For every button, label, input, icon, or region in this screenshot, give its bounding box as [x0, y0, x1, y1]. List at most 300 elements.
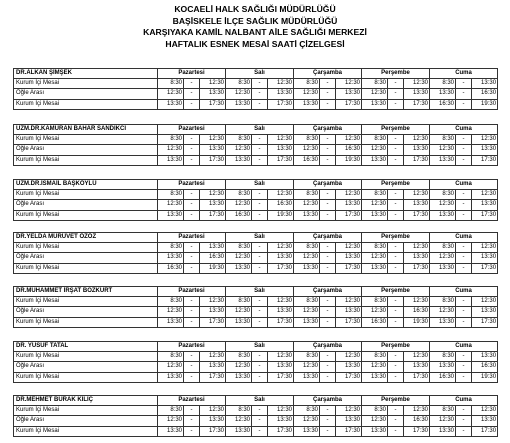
end-time: 13:30 — [472, 200, 498, 210]
start-time: 12:30 — [226, 362, 252, 372]
end-time: 12:30 — [336, 297, 362, 307]
end-time: 17:30 — [268, 317, 294, 327]
time-separator: - — [184, 317, 200, 327]
time-separator: - — [320, 297, 336, 307]
time-separator: - — [184, 307, 200, 317]
start-time: 12:30 — [294, 145, 320, 155]
time-separator: - — [388, 352, 404, 362]
day-header: Perşembe — [362, 342, 430, 352]
end-time: 17:30 — [336, 210, 362, 220]
title-line-1: KOCAELİ HALK SAĞLIĞI MÜDÜRLÜĞÜ — [174, 4, 336, 14]
day-header: Perşembe — [362, 233, 430, 243]
time-separator: - — [252, 145, 268, 155]
day-header: Pazartesi — [158, 125, 226, 135]
table-row — [14, 200, 498, 210]
end-time: 17:30 — [200, 155, 226, 165]
row-label: Kurum İçi Mesai — [14, 135, 158, 145]
day-header: Cuma — [430, 233, 498, 243]
time-separator: - — [456, 253, 472, 263]
time-separator: - — [184, 297, 200, 307]
time-separator: - — [456, 190, 472, 200]
row-label: Öğle Arası — [14, 145, 158, 155]
start-time: 13:30 — [226, 99, 252, 109]
start-time: 13:30 — [294, 372, 320, 382]
end-time: 12:30 — [404, 352, 430, 362]
day-header: Salı — [226, 180, 294, 190]
end-time: 16:30 — [472, 362, 498, 372]
table-row — [14, 372, 498, 382]
day-header: Perşembe — [362, 396, 430, 406]
end-time: 17:30 — [404, 155, 430, 165]
end-time: 19:30 — [472, 372, 498, 382]
end-time: 12:30 — [336, 79, 362, 89]
table-row — [14, 89, 498, 99]
start-time: 12:30 — [158, 145, 184, 155]
start-time: 8:30 — [226, 297, 252, 307]
day-header: Salı — [226, 69, 294, 79]
row-label: Kurum İçi Mesai — [14, 317, 158, 327]
day-header: Perşembe — [362, 287, 430, 297]
end-time: 13:30 — [268, 253, 294, 263]
time-separator: - — [388, 372, 404, 382]
start-time: 12:30 — [362, 362, 388, 372]
time-separator: - — [388, 416, 404, 426]
time-separator: - — [252, 406, 268, 416]
start-time: 16:30 — [226, 210, 252, 220]
start-time: 13:30 — [158, 372, 184, 382]
time-separator: - — [184, 263, 200, 273]
start-time: 13:30 — [430, 317, 456, 327]
start-time: 13:30 — [294, 210, 320, 220]
start-time: 8:30 — [294, 352, 320, 362]
start-time: 12:30 — [294, 89, 320, 99]
day-header: Cuma — [430, 180, 498, 190]
end-time: 17:30 — [268, 372, 294, 382]
start-time: 13:30 — [430, 426, 456, 436]
time-separator: - — [456, 307, 472, 317]
time-separator: - — [456, 243, 472, 253]
start-time: 12:30 — [158, 416, 184, 426]
doctor-name: DR.MUHAMMET İRŞAT BOZKURT — [14, 287, 158, 297]
end-time: 13:30 — [200, 89, 226, 99]
end-time: 12:30 — [268, 297, 294, 307]
schedule-table — [13, 68, 498, 110]
day-header: Perşembe — [362, 180, 430, 190]
start-time: 13:30 — [226, 155, 252, 165]
end-time: 12:30 — [268, 135, 294, 145]
start-time: 13:30 — [430, 362, 456, 372]
time-separator: - — [184, 210, 200, 220]
end-time: 19:30 — [472, 99, 498, 109]
time-separator: - — [184, 416, 200, 426]
end-time: 13:30 — [200, 145, 226, 155]
end-time: 17:30 — [200, 317, 226, 327]
start-time: 13:30 — [362, 372, 388, 382]
start-time: 12:30 — [158, 307, 184, 317]
end-time: 17:30 — [200, 372, 226, 382]
time-separator: - — [184, 406, 200, 416]
end-time: 12:30 — [472, 190, 498, 200]
end-time: 13:30 — [200, 416, 226, 426]
end-time: 13:30 — [336, 89, 362, 99]
time-separator: - — [252, 99, 268, 109]
time-separator: - — [320, 210, 336, 220]
time-separator: - — [388, 79, 404, 89]
time-separator: - — [456, 145, 472, 155]
end-time: 17:30 — [472, 210, 498, 220]
start-time: 8:30 — [294, 135, 320, 145]
start-time: 12:30 — [362, 89, 388, 99]
day-header: Çarşamba — [294, 287, 362, 297]
time-separator: - — [320, 200, 336, 210]
start-time: 12:30 — [362, 253, 388, 263]
start-time: 8:30 — [226, 79, 252, 89]
doctor-name: DR.ALKAN ŞİMŞEK — [14, 69, 158, 79]
time-separator: - — [252, 426, 268, 436]
time-separator: - — [456, 352, 472, 362]
title-line-3: KARŞIYAKA KAMİL NALBANT AİLE SAĞLIĞI MERKEZİ — [143, 27, 367, 38]
row-label: Öğle Arası — [14, 307, 158, 317]
time-separator: - — [456, 362, 472, 372]
doctor-name: DR.MEHMET BURAK KILIÇ — [14, 396, 158, 406]
table-header-row — [14, 125, 498, 135]
start-time: 8:30 — [430, 190, 456, 200]
time-separator: - — [252, 416, 268, 426]
time-separator: - — [320, 263, 336, 273]
start-time: 8:30 — [294, 406, 320, 416]
end-time: 12:30 — [404, 135, 430, 145]
start-time: 8:30 — [226, 135, 252, 145]
table-row — [14, 253, 498, 263]
time-separator: - — [184, 372, 200, 382]
day-header: Salı — [226, 233, 294, 243]
end-time: 13:30 — [268, 89, 294, 99]
end-time: 17:30 — [404, 372, 430, 382]
time-separator: - — [320, 89, 336, 99]
start-time: 13:30 — [158, 155, 184, 165]
end-time: 12:30 — [472, 135, 498, 145]
end-time: 17:30 — [472, 155, 498, 165]
end-time: 17:30 — [268, 426, 294, 436]
time-separator: - — [320, 243, 336, 253]
start-time: 13:30 — [430, 210, 456, 220]
end-time: 13:30 — [200, 200, 226, 210]
time-separator: - — [456, 79, 472, 89]
time-separator: - — [252, 317, 268, 327]
start-time: 8:30 — [158, 135, 184, 145]
start-time: 12:30 — [158, 362, 184, 372]
table-header-row — [14, 287, 498, 297]
time-separator: - — [252, 89, 268, 99]
schedule-table — [13, 232, 498, 274]
time-separator: - — [388, 145, 404, 155]
start-time: 8:30 — [362, 297, 388, 307]
time-separator: - — [388, 190, 404, 200]
end-time: 12:30 — [404, 79, 430, 89]
time-separator: - — [388, 406, 404, 416]
table-row — [14, 155, 498, 165]
title-line-2: BAŞİSKELE İLÇE SAĞLIK MÜDÜRLÜĞÜ — [172, 15, 338, 26]
end-time: 13:30 — [336, 200, 362, 210]
end-time: 13:30 — [200, 307, 226, 317]
day-header: Perşembe — [362, 125, 430, 135]
end-time: 12:30 — [472, 243, 498, 253]
end-time: 12:30 — [472, 297, 498, 307]
start-time: 8:30 — [226, 243, 252, 253]
end-time: 19:30 — [404, 317, 430, 327]
start-time: 12:30 — [158, 200, 184, 210]
end-time: 17:30 — [472, 263, 498, 273]
time-separator: - — [252, 135, 268, 145]
time-separator: - — [388, 200, 404, 210]
end-time: 13:30 — [336, 362, 362, 372]
row-label: Kurum İçi Mesai — [14, 263, 158, 273]
end-time: 17:30 — [404, 99, 430, 109]
time-separator: - — [320, 135, 336, 145]
end-time: 17:30 — [268, 263, 294, 273]
end-time: 12:30 — [336, 406, 362, 416]
end-time: 12:30 — [336, 135, 362, 145]
start-time: 13:30 — [158, 99, 184, 109]
end-time: 19:30 — [336, 155, 362, 165]
end-time: 16:30 — [472, 89, 498, 99]
time-separator: - — [388, 297, 404, 307]
row-label: Öğle Arası — [14, 89, 158, 99]
time-separator: - — [320, 190, 336, 200]
row-label: Kurum İçi Mesai — [14, 155, 158, 165]
end-time: 13:30 — [336, 253, 362, 263]
end-time: 12:30 — [404, 190, 430, 200]
row-label: Kurum İçi Mesai — [14, 406, 158, 416]
end-time: 17:30 — [336, 426, 362, 436]
row-label: Kurum İçi Mesai — [14, 372, 158, 382]
start-time: 16:30 — [294, 155, 320, 165]
day-header: Çarşamba — [294, 180, 362, 190]
time-separator: - — [252, 307, 268, 317]
end-time: 13:30 — [404, 145, 430, 155]
start-time: 12:30 — [226, 307, 252, 317]
end-time: 17:30 — [200, 426, 226, 436]
end-time: 12:30 — [268, 243, 294, 253]
row-label: Öğle Arası — [14, 362, 158, 372]
start-time: 8:30 — [158, 352, 184, 362]
day-header: Pazartesi — [158, 180, 226, 190]
start-time: 13:30 — [430, 263, 456, 273]
start-time: 13:30 — [362, 155, 388, 165]
time-separator: - — [184, 135, 200, 145]
time-separator: - — [388, 362, 404, 372]
end-time: 12:30 — [200, 79, 226, 89]
doctor-name: DR. YUSUF TATAL — [14, 342, 158, 352]
end-time: 17:30 — [336, 263, 362, 273]
start-time: 13:30 — [362, 263, 388, 273]
table-row — [14, 145, 498, 155]
time-separator: - — [184, 155, 200, 165]
start-time: 13:30 — [226, 317, 252, 327]
row-label: Kurum İçi Mesai — [14, 352, 158, 362]
end-time: 17:30 — [336, 372, 362, 382]
start-time: 8:30 — [362, 190, 388, 200]
end-time: 17:30 — [404, 263, 430, 273]
table-row — [14, 426, 498, 436]
time-separator: - — [456, 317, 472, 327]
day-header: Perşembe — [362, 69, 430, 79]
time-separator: - — [456, 155, 472, 165]
start-time: 8:30 — [430, 406, 456, 416]
time-separator: - — [252, 190, 268, 200]
time-separator: - — [388, 426, 404, 436]
end-time: 12:30 — [336, 190, 362, 200]
start-time: 12:30 — [430, 307, 456, 317]
row-label: Kurum İçi Mesai — [14, 297, 158, 307]
end-time: 16:30 — [404, 307, 430, 317]
end-time: 13:30 — [472, 307, 498, 317]
time-separator: - — [252, 200, 268, 210]
end-time: 13:30 — [404, 362, 430, 372]
end-time: 13:30 — [404, 200, 430, 210]
start-time: 13:30 — [362, 210, 388, 220]
start-time: 16:30 — [430, 372, 456, 382]
time-separator: - — [320, 362, 336, 372]
schedule-table — [13, 124, 498, 166]
time-separator: - — [252, 155, 268, 165]
end-time: 13:30 — [200, 243, 226, 253]
end-time: 12:30 — [200, 190, 226, 200]
end-time: 13:30 — [472, 253, 498, 263]
end-time: 12:30 — [336, 352, 362, 362]
row-label: Kurum İçi Mesai — [14, 190, 158, 200]
start-time: 8:30 — [430, 352, 456, 362]
schedule-table — [13, 341, 498, 383]
end-time: 12:30 — [336, 243, 362, 253]
time-separator: - — [252, 79, 268, 89]
doctor-name: UZM.DR.KAMURAN BAHAR SANDIKCI — [14, 125, 158, 135]
start-time: 13:30 — [158, 210, 184, 220]
end-time: 12:30 — [200, 135, 226, 145]
end-time: 16:30 — [268, 200, 294, 210]
start-time: 12:30 — [294, 362, 320, 372]
start-time: 13:30 — [430, 89, 456, 99]
table-row — [14, 307, 498, 317]
end-time: 13:30 — [268, 145, 294, 155]
time-separator: - — [184, 253, 200, 263]
start-time: 12:30 — [226, 145, 252, 155]
end-time: 13:30 — [472, 416, 498, 426]
start-time: 13:30 — [158, 426, 184, 436]
start-time: 8:30 — [430, 243, 456, 253]
start-time: 13:30 — [362, 99, 388, 109]
end-time: 13:30 — [472, 145, 498, 155]
time-separator: - — [184, 89, 200, 99]
start-time: 12:30 — [430, 145, 456, 155]
end-time: 12:30 — [200, 406, 226, 416]
start-time: 8:30 — [158, 406, 184, 416]
time-separator: - — [320, 307, 336, 317]
time-separator: - — [320, 79, 336, 89]
end-time: 12:30 — [404, 297, 430, 307]
end-time: 13:30 — [404, 89, 430, 99]
time-separator: - — [388, 317, 404, 327]
start-time: 8:30 — [294, 243, 320, 253]
end-time: 17:30 — [472, 426, 498, 436]
end-time: 12:30 — [268, 190, 294, 200]
start-time: 13:30 — [226, 426, 252, 436]
time-separator: - — [252, 297, 268, 307]
end-time: 13:30 — [472, 79, 498, 89]
table-header-row — [14, 396, 498, 406]
day-header: Salı — [226, 287, 294, 297]
table-row — [14, 263, 498, 273]
end-time: 17:30 — [200, 210, 226, 220]
start-time: 8:30 — [158, 190, 184, 200]
row-label: Kurum İçi Mesai — [14, 99, 158, 109]
start-time: 8:30 — [294, 297, 320, 307]
day-header: Pazartesi — [158, 342, 226, 352]
time-separator: - — [184, 200, 200, 210]
time-separator: - — [184, 362, 200, 372]
time-separator: - — [456, 297, 472, 307]
day-header: Çarşamba — [294, 342, 362, 352]
table-row — [14, 362, 498, 372]
table-row — [14, 352, 498, 362]
time-separator: - — [388, 210, 404, 220]
row-label: Kurum İçi Mesai — [14, 210, 158, 220]
start-time: 8:30 — [362, 79, 388, 89]
end-time: 17:30 — [268, 99, 294, 109]
time-separator: - — [252, 362, 268, 372]
time-separator: - — [456, 406, 472, 416]
time-separator: - — [252, 352, 268, 362]
time-separator: - — [388, 243, 404, 253]
document-header — [0, 0, 510, 50]
end-time: 19:30 — [200, 263, 226, 273]
table-header-row — [14, 69, 498, 79]
day-header: Pazartesi — [158, 287, 226, 297]
schedule-table — [13, 395, 498, 437]
start-time: 8:30 — [362, 243, 388, 253]
time-separator: - — [320, 426, 336, 436]
time-separator: - — [388, 307, 404, 317]
start-time: 13:30 — [158, 317, 184, 327]
end-time: 13:30 — [404, 253, 430, 263]
end-time: 16:30 — [336, 145, 362, 155]
time-separator: - — [456, 135, 472, 145]
time-separator: - — [184, 145, 200, 155]
day-header: Cuma — [430, 287, 498, 297]
start-time: 12:30 — [430, 416, 456, 426]
start-time: 8:30 — [226, 352, 252, 362]
end-time: 17:30 — [200, 99, 226, 109]
row-label: Öğle Arası — [14, 200, 158, 210]
end-time: 13:30 — [268, 362, 294, 372]
time-separator: - — [456, 89, 472, 99]
table-row — [14, 317, 498, 327]
end-time: 19:30 — [268, 210, 294, 220]
day-header: Cuma — [430, 125, 498, 135]
start-time: 13:30 — [294, 99, 320, 109]
time-separator: - — [320, 99, 336, 109]
time-separator: - — [320, 253, 336, 263]
time-separator: - — [456, 210, 472, 220]
end-time: 17:30 — [404, 210, 430, 220]
time-separator: - — [388, 253, 404, 263]
end-time: 12:30 — [200, 297, 226, 307]
end-time: 17:30 — [404, 426, 430, 436]
time-separator: - — [320, 352, 336, 362]
time-separator: - — [320, 406, 336, 416]
time-separator: - — [320, 145, 336, 155]
table-row — [14, 297, 498, 307]
